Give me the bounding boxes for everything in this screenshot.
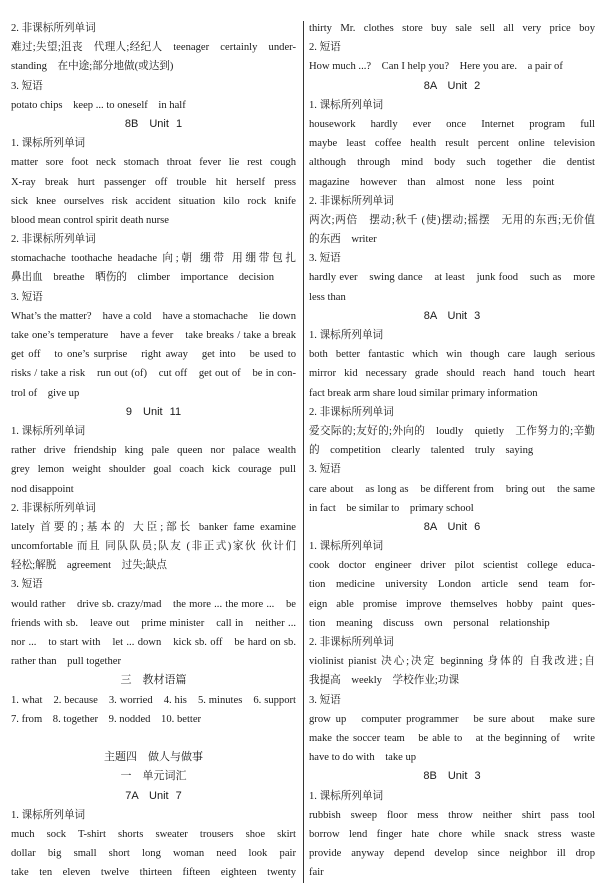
- text-line: potato chips keep ... to oneself in half: [11, 99, 186, 111]
- section-label: 3. 短语: [11, 80, 43, 92]
- section-label: 1. 课标所列单词: [11, 425, 86, 437]
- text-line: lately 首要的;基本的 大臣;部长 banker fame examine: [11, 521, 296, 533]
- unit-heading: 三 教材语篇: [120, 674, 187, 687]
- text-line: dollar big small short long woman need look pair: [11, 848, 296, 860]
- section-label: 2. 非课标所列单词: [11, 23, 96, 34]
- text-line: provide anyway depend develop since neighbor ill drop: [309, 848, 595, 860]
- unit-heading: 一 单元词汇: [120, 770, 187, 783]
- section-label: 1. 课标所列单词: [11, 809, 86, 821]
- text-line: thirty Mr. clothes store buy sale sell all very price boy: [309, 23, 595, 34]
- text-line: sick knee ourselves risk accident situation kilo rock knife: [11, 195, 296, 207]
- text-line: violinist pianist 决心;决定 beginning 身体的 自我改进;自: [309, 656, 595, 668]
- text-line: nod disappoint: [11, 483, 74, 495]
- text-line: 7. from 8. together 9. nodded 10. better: [11, 713, 202, 725]
- text-line: standing 在中途;部分地做(或达到): [11, 61, 174, 73]
- text-line: take ten eleven twelve thirteen fifteen eighteen twenty: [11, 867, 296, 879]
- unit-heading: 9 Unit 11: [125, 405, 182, 418]
- text-line: take one’s temperature have a fever take breaks / take a break: [11, 330, 296, 341]
- text-line: X-ray break hurt passenger off trouble hit herself press: [11, 176, 296, 188]
- text-line: rather than pull together: [11, 656, 122, 668]
- unit-heading: 8A Unit 6: [423, 520, 481, 533]
- text-line: eign able promise improve themselves hobby paint ques-: [309, 598, 595, 610]
- text-line: hardly ever swing dance at least junk food such as more: [309, 272, 595, 284]
- text-line: tion medicine university London article send team for-: [309, 579, 595, 591]
- text-line: matter sore foot neck stomach throat fever lie rest cough: [11, 157, 296, 169]
- text-line: 我提高 weekly 学校作业;功课: [309, 675, 460, 687]
- text-line: get off to one’s surprise right away get into be used to: [11, 349, 296, 361]
- text-line: grow up computer programmer be sure about make sure: [309, 713, 595, 725]
- text-line: 的 competition clearly talented truly saying: [309, 445, 534, 457]
- text-line: 1. what 2. because 3. worried 4. his 5. minutes 6. support: [11, 694, 296, 706]
- text-line: uncomfortable 而且 同队队员;队友 (非正式)家伙 伙计们: [11, 541, 296, 553]
- text-line: trol of give up: [11, 387, 80, 399]
- text-line: although through mind body such together die dentist: [309, 157, 595, 169]
- section-label: 3. 短语: [11, 291, 43, 303]
- text-line: rubbish sweep floor mess throw neither shirt pass tool: [309, 809, 595, 821]
- text-line: tion meaning discuss own personal relationship: [309, 617, 550, 629]
- unit-heading: 8B Unit 1: [124, 117, 183, 130]
- section-label: 1. 课标所列单词: [11, 138, 86, 150]
- section-label: 2. 非课标所列单词: [309, 406, 394, 418]
- column-divider: [303, 21, 304, 883]
- text-line: mirror kid necessary grade should reach hand touch heart: [309, 368, 595, 380]
- text-line: less than: [309, 291, 346, 303]
- section-label: 3. 短语: [309, 253, 341, 265]
- text-line: maybe least coffee health result percent online television: [309, 138, 595, 150]
- text-line: cook doctor engineer driver pilot scientist college educa-: [309, 560, 595, 572]
- text-line: in fact be similar to primary school: [309, 502, 474, 514]
- text-line: nor ... to start with let ... down kick sb. off be hard on sb.: [11, 637, 296, 648]
- left-column: [11, 19, 296, 882]
- section-label: 2. 非课标所列单词: [11, 234, 96, 246]
- unit-heading: 8A Unit 3: [423, 309, 481, 322]
- section-label: 3. 短语: [11, 579, 43, 591]
- text-line: What’s the matter? have a cold have a stomachache lie down: [11, 310, 296, 322]
- right-column: [309, 19, 595, 882]
- text-line: rather drive friendship king pale queen nor palace wealth: [11, 445, 296, 457]
- section-label: 2. 短语: [309, 42, 341, 54]
- text-line: friends with sb. leave out prime minister call in neither ...: [11, 617, 296, 629]
- text-line: fact break arm share loud similar primary information: [309, 387, 538, 399]
- section-label: 3. 短语: [309, 694, 341, 706]
- text-line: grey lemon weight shoulder goal coach kick courage pull: [11, 464, 296, 476]
- text-line: housework hardly ever once Internet program full: [309, 118, 595, 130]
- text-line: 爱交际的;友好的;外向的 loudly quietly 工作努力的;辛勤: [309, 425, 595, 437]
- section-label: 1. 课标所列单词: [309, 99, 384, 111]
- section-label: 1. 课标所列单词: [309, 790, 384, 802]
- text-line: both better fantastic which win though care laugh serious: [309, 349, 595, 361]
- section-label: 1. 课标所列单词: [309, 541, 384, 553]
- section-label: 2. 非课标所列单词: [309, 195, 394, 207]
- text-line: make the soccer team be able to at the beginning of write: [309, 732, 595, 744]
- blank-line: [11, 729, 296, 748]
- text-line: 难过;失望;沮丧 代理人;经纪人 teenager certainly under-: [11, 42, 296, 54]
- section-label: 1. 课标所列单词: [309, 330, 384, 341]
- text-line: risks / take a risk run out (of) cut off get out of be in con-: [11, 368, 296, 380]
- text-line: would rather drive sb. crazy/mad the more ... the more ... be: [11, 598, 296, 610]
- section-label: 3. 短语: [309, 464, 341, 476]
- text-line: care about as long as be different from bring out the same: [309, 483, 595, 495]
- unit-heading: 主题四 做人与做事: [104, 751, 203, 764]
- text-line: 的东西 writer: [309, 234, 377, 246]
- unit-heading: 8B Unit 3: [423, 770, 481, 783]
- text-line: borrow lend finger hate chore while snack stress waste: [309, 828, 595, 840]
- text-line: 两次;两倍 摆动;秋千 (使)摆动;摇摆 无用的东西;无价值: [309, 214, 595, 226]
- text-line: blood mean control spirit death nurse: [11, 214, 169, 226]
- text-line: much sock T-shirt shorts sweater trousers shoe skirt: [11, 828, 296, 840]
- text-line: How much ...? Can I help you? Here you are. a pair of: [309, 61, 563, 73]
- text-line: fair: [309, 867, 324, 879]
- unit-heading: 7A Unit 7: [125, 789, 182, 802]
- text-line: 轻松;解脱 agreement 过失;缺点: [11, 560, 167, 572]
- section-label: 2. 非课标所列单词: [11, 502, 96, 514]
- section-label: 2. 非课标所列单词: [309, 637, 394, 648]
- unit-heading: 8A Unit 2: [423, 79, 481, 92]
- text-line: magazine however than almost none less point: [309, 176, 555, 188]
- text-line: stomachache toothache headache 向;朝 绷带 用绷带包扎: [11, 253, 296, 265]
- text-line: have to do with take up: [309, 752, 417, 764]
- text-line: 鼻出血 breathe 晒伤的 climber importance decision: [11, 272, 275, 284]
